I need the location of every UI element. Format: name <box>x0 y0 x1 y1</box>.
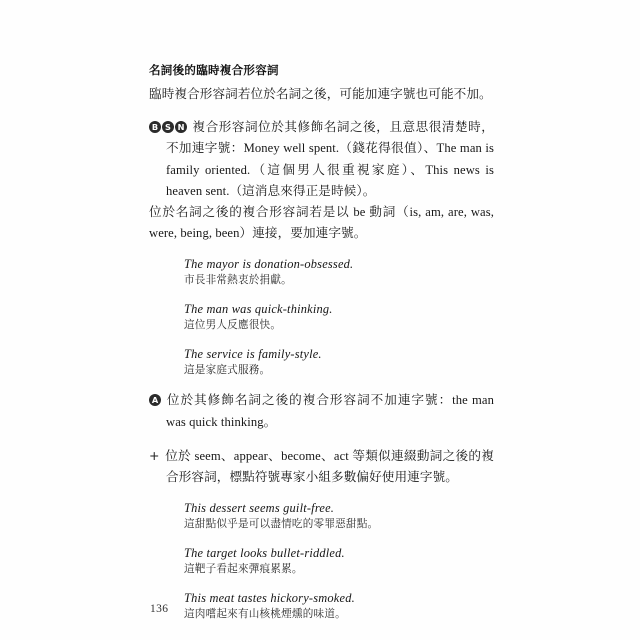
rule-be-paragraph: 位於名詞之後的複合形容詞若是以 be 動詞（is, am, are, was, were, being, been）連接，要加連字號。 <box>149 205 494 241</box>
example-item <box>184 301 494 333</box>
rule-bsn-paragraph <box>149 117 494 202</box>
badge-s: S <box>162 121 174 133</box>
example-english: The man was quick-thinking. <box>184 302 333 317</box>
example-chinese: 這靶子看起來彈痕累累。 <box>184 564 303 576</box>
rule-bsn-text: 複合形容詞位於其修飾名詞之後，且意思很清楚時，不加連字號：Money well spent.（錢花得很值）、The man is family oriented.（這個男人很重視家庭）、This news is heaven sent.（這消息來得正是時候）。 <box>166 120 494 198</box>
example-item <box>184 590 494 622</box>
badge-group-a <box>149 393 162 407</box>
example-item <box>184 545 494 577</box>
badge-n: N <box>175 121 187 133</box>
rule-plus-paragraph <box>149 445 494 488</box>
example-item <box>184 500 494 532</box>
example-list-be <box>184 256 494 378</box>
page-number: 136 <box>150 603 169 615</box>
example-english: The service is family-style. <box>184 347 322 362</box>
example-chinese: 市長非常熱衷於捐獻。 <box>184 275 292 287</box>
example-chinese: 這是家庭式服務。 <box>184 365 271 377</box>
example-item <box>184 256 494 288</box>
example-chinese: 這甜點似乎是可以盡情吃的零罪惡甜點。 <box>184 519 379 531</box>
badge-a: A <box>149 394 161 406</box>
example-item <box>184 346 494 378</box>
section-heading: 名詞後的臨時複合形容詞 <box>149 63 279 77</box>
example-english: The mayor is donation-obsessed. <box>184 257 354 272</box>
badge-group-bsn <box>149 120 188 134</box>
badge-b: B <box>149 121 161 133</box>
example-chinese: 這肉嚐起來有山核桃煙燻的味道。 <box>184 609 346 621</box>
example-english: This meat tastes hickory-smoked. <box>184 591 355 606</box>
example-list-linking <box>184 500 494 622</box>
page-content <box>149 62 494 622</box>
plus-marker-icon: + <box>149 447 160 463</box>
rule-plus-text: 位於 seem、appear、become、act 等類似連綴動詞之後的複合形容詞，標點符號專家小組多數偏好使用連字號。 <box>165 448 494 485</box>
example-chinese: 這位男人反應很快。 <box>184 320 282 332</box>
rule-a-text: 位於其修飾名詞之後的複合形容詞不加連字號：the man was quick thinking。 <box>166 393 494 429</box>
rule-a-paragraph <box>149 390 494 432</box>
intro-paragraph: 臨時複合形容詞若位於名詞之後，可能加連字號也可能不加。 <box>149 87 492 101</box>
example-english: This dessert seems guilt-free. <box>184 501 335 516</box>
example-english: The target looks bullet-riddled. <box>184 546 345 561</box>
